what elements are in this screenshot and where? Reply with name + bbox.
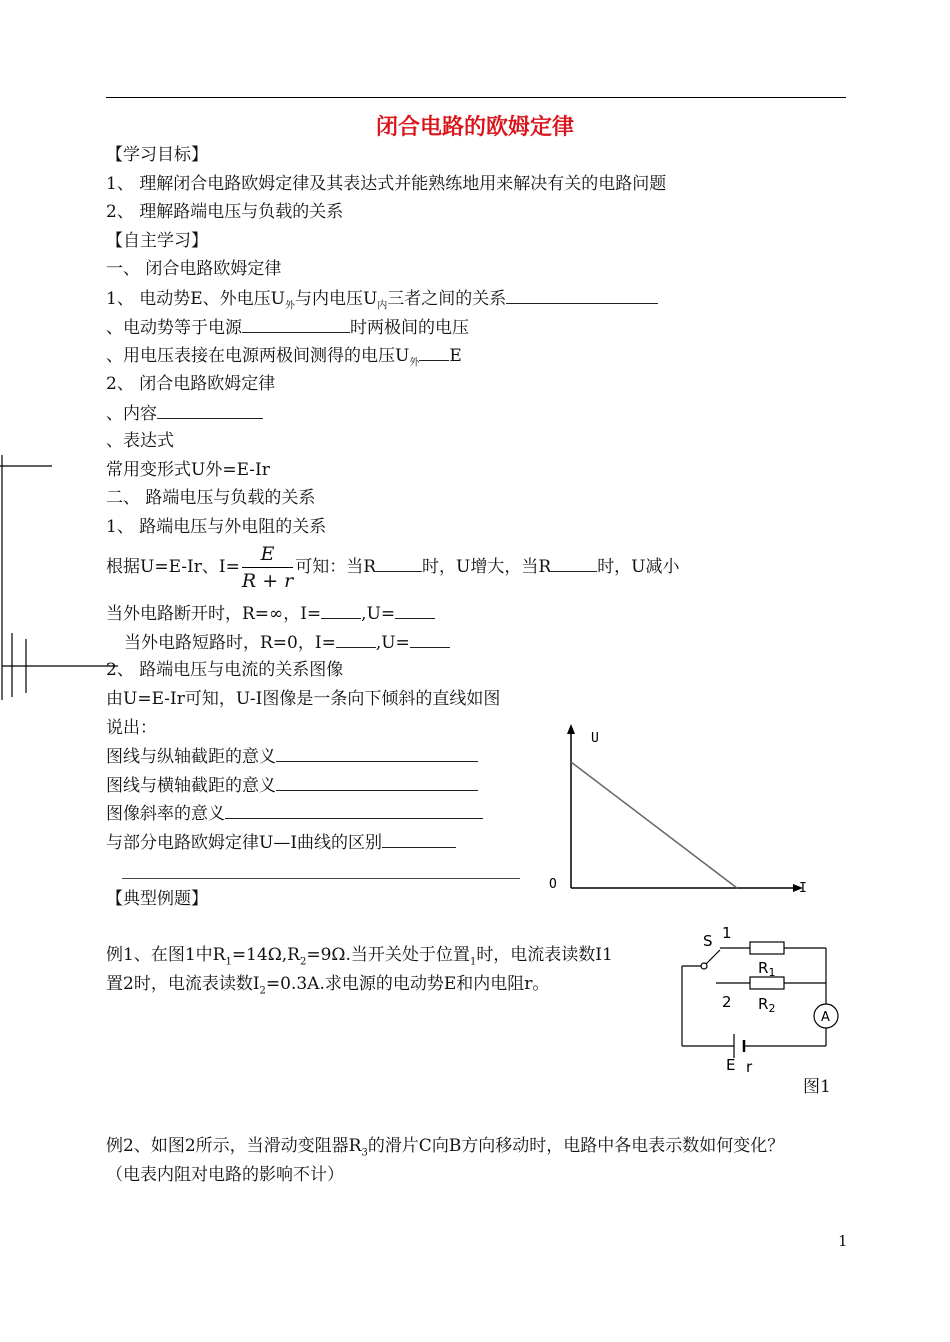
question-1b xyxy=(106,345,462,373)
gq4-text: 与部分电路欧姆定律U—I曲线的区别 xyxy=(106,833,383,853)
question-2: 2、 闭合电路欧姆定律 xyxy=(106,374,276,394)
current-fraction xyxy=(242,543,293,592)
relation-text-d: 时，U减小 xyxy=(597,557,680,577)
position-1-label: 1 xyxy=(722,924,732,942)
ex1-line2-text-b: =0.3A.求电源的电动势E和内电阻r。 xyxy=(265,974,550,994)
part-2-question-1: 1、 路端电压与外电阻的关系 xyxy=(106,517,327,537)
fraction-numerator: E xyxy=(242,543,293,568)
fraction-denominator: R + r xyxy=(241,570,294,592)
figure-1-caption: 图1 xyxy=(803,1077,831,1097)
open-current-blank[interactable] xyxy=(321,603,361,619)
example-2-line-1 xyxy=(106,1136,784,1163)
open-text-b: ,U= xyxy=(361,604,396,624)
question-2c: 常用变形式U外=E-Ir xyxy=(106,460,270,480)
ex1-sub-2: 2 xyxy=(300,956,307,968)
ex1-sub-3: 1 xyxy=(469,956,477,968)
q1-text-c: 三者之间的关系 xyxy=(387,289,507,309)
q1b-text-a: 、用电压表接在电源两极间测得的电压U xyxy=(106,346,410,366)
resistor-r1-top xyxy=(750,942,784,954)
q1b-text-b: E xyxy=(449,346,462,366)
ex1-text-d: 时，电流表读数I1 xyxy=(476,945,613,965)
short-text-a: 当外电路短路时，R=0，I= xyxy=(124,633,336,653)
short-circuit-line xyxy=(124,632,450,653)
open-voltage-blank[interactable] xyxy=(395,603,435,619)
page-title: 闭合电路的欧姆定律 xyxy=(375,115,574,140)
ex1-text-b: =14Ω,R xyxy=(231,945,300,965)
goal-1: 1、 理解闭合电路欧姆定律及其表达式并能熟练地用来解决有关的电路问题 xyxy=(106,174,667,194)
question-2a xyxy=(106,403,263,424)
graph-description: 由U=E-Ir可知，U-I图像是一条向下倾斜的直线如图 xyxy=(106,689,501,709)
open-circuit-line xyxy=(106,603,435,624)
graph-y-arrow xyxy=(567,724,575,734)
gq4-continuation-blank[interactable] xyxy=(122,878,520,879)
ui-graph xyxy=(545,722,815,897)
internal-resistance-label: r xyxy=(746,1058,753,1076)
goals-header: 【学习目标】 xyxy=(106,145,208,165)
ex2-text-b: 的滑片C向B方向移动时，电路中各电表示数如何变化？ xyxy=(367,1136,785,1156)
q1-sub-2: 内 xyxy=(377,300,388,312)
short-current-blank[interactable] xyxy=(336,632,376,648)
circuit-figure-1 xyxy=(670,918,850,1076)
part-2-heading: 二、 路端电压与负载的关系 xyxy=(106,488,316,508)
graph-question-2 xyxy=(106,775,478,796)
gq3-text: 图像斜率的意义 xyxy=(106,804,225,824)
example-2-line-2: （电表内阻对电路的影响不计） xyxy=(106,1165,344,1185)
resistor-r2-middle xyxy=(750,977,784,989)
examples-header: 【典型例题】 xyxy=(106,889,208,909)
ex2-text-a: 例2、如图2所示，当滑动变阻器R xyxy=(106,1136,362,1156)
short-text-b: ,U= xyxy=(375,633,410,653)
relation-text-b: 可知：当R xyxy=(295,557,377,577)
question-1 xyxy=(106,288,658,316)
question-1a xyxy=(106,317,469,338)
switch-blade xyxy=(706,950,720,964)
q2a-answer-blank[interactable] xyxy=(157,403,263,419)
say-prompt: 说出： xyxy=(106,718,157,738)
ex1-line2-text-a: 置2时，电流表读数I xyxy=(106,974,260,994)
graph-x-label: I xyxy=(799,881,807,896)
gq4-answer-blank[interactable] xyxy=(382,832,456,848)
gq2-text: 图线与横轴截距的意义 xyxy=(106,776,276,796)
q1a-text-a: 、电动势等于电源 xyxy=(106,318,242,338)
part-2-question-2: 2、 路端电压与电流的关系图像 xyxy=(106,660,344,680)
q1-sub-1: 外 xyxy=(284,300,295,312)
graph-question-4 xyxy=(106,832,456,853)
header-rule xyxy=(106,97,846,98)
short-voltage-blank[interactable] xyxy=(410,632,450,648)
ex2-sub: 3 xyxy=(361,1147,368,1159)
example-1-line-2 xyxy=(106,974,549,1001)
resistance-relation-line xyxy=(106,543,680,592)
open-text-a: 当外电路断开时，R=∞，I= xyxy=(106,604,322,624)
ex1-text-a: 例1、在图1中R xyxy=(106,945,226,965)
relation-text-a: 根据U=E-Ir、I= xyxy=(106,557,240,577)
q1b-sub: 外 xyxy=(409,357,420,369)
gq1-answer-blank[interactable] xyxy=(276,746,478,762)
relation-text-c: 时，U增大，当R xyxy=(422,557,552,577)
page-number: 1 xyxy=(838,1232,848,1250)
q1-text-a: 1、 电动势E、外电压U xyxy=(106,289,285,309)
graph-question-3 xyxy=(106,803,483,824)
goal-2: 2、 理解路端电压与负载的关系 xyxy=(106,202,344,222)
part-1-heading: 一、 闭合电路欧姆定律 xyxy=(106,259,282,279)
q1-answer-blank[interactable] xyxy=(506,288,658,304)
q1a-text-b: 时两极间的电压 xyxy=(350,318,469,338)
gq1-text: 图线与纵轴截距的意义 xyxy=(106,747,276,767)
ex1-line2-sub: 2 xyxy=(259,985,266,997)
graph-line xyxy=(571,762,737,888)
gq2-answer-blank[interactable] xyxy=(276,775,478,791)
ammeter-label: A xyxy=(821,1010,830,1025)
ex1-sub-1: 1 xyxy=(225,956,232,968)
q1-text-b: 与内电压U xyxy=(294,289,378,309)
q2a-text: 、内容 xyxy=(106,404,157,424)
graph-question-1 xyxy=(106,746,478,767)
r1-label: $R_1$ xyxy=(758,959,776,979)
gq3-answer-blank[interactable] xyxy=(225,803,483,819)
question-2b: 、表达式 xyxy=(106,431,174,451)
self-study-header: 【自主学习】 xyxy=(106,231,208,251)
ex1-text-c: =9Ω.当开关处于位置 xyxy=(306,945,470,965)
position-2-label: 2 xyxy=(722,993,732,1011)
margin-marks xyxy=(0,455,120,705)
q1b-answer-blank[interactable] xyxy=(419,345,449,361)
r2-label: $R_2$ xyxy=(758,995,776,1015)
graph-y-label: U xyxy=(591,731,599,746)
emf-label: E xyxy=(726,1056,736,1074)
example-1-line-1 xyxy=(106,945,613,972)
graph-origin-label: O xyxy=(549,877,557,892)
relation-blank-1[interactable] xyxy=(376,556,422,572)
switch-label: S xyxy=(703,932,713,950)
q1a-answer-blank[interactable] xyxy=(242,317,350,333)
relation-blank-2[interactable] xyxy=(551,556,597,572)
